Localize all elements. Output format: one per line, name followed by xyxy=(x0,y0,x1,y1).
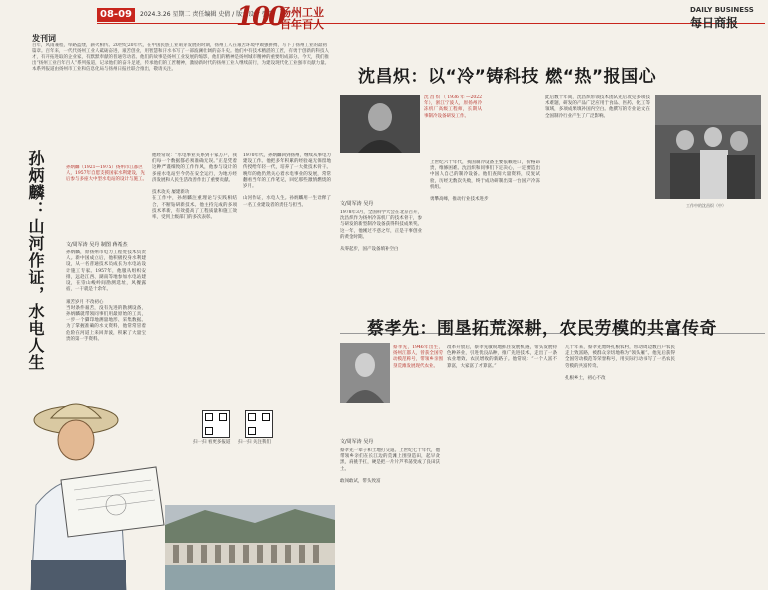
header-meta: 2024.3.26 星期二 责任编辑 史倩 / 版式设计 张蕾 xyxy=(140,11,275,18)
article2-portrait-photo xyxy=(340,95,420,153)
article2-photo-caption: 工作中的沈昌炽（中） xyxy=(686,203,726,208)
article3-person-caption: 蔡孝先，1946年出生，扬州江都人，曾获全国劳动模范称号，带领乡亲围垦荒滩发展现代农业。 xyxy=(393,345,443,369)
article2-column1: 1978年3月，全国科学大会在北京召开，沈昌炽作为扬州冷冻机厂的技术骨干，参与研发的新型制冷设备获得科技成果奖。这一年，他刚过不惑之年，正是干事创业的黄金时期。 从零起步，国产设备填补空白 xyxy=(340,210,422,253)
article2-column3: 此后数十年间，沈昌炽带领技术团队先后攻克多项技术难题，研发的产品广泛应用于食品、医药、化工等领域，多项成果填补国内空白。他撰写的专业论文在全国制冷行业产生了广泛影响。 xyxy=(545,95,650,119)
qr-code-1[interactable] xyxy=(202,410,230,438)
qr-code-1-label: 扫一扫 看更多报道 xyxy=(193,440,231,445)
article3-byline: 文/周军涛 吴丹 xyxy=(340,439,374,445)
article1-column2: 他经常说：“水电事业关系到千家万户，我们每一个数据都必须准确无误。”正是凭着这种严谨细致的工作作风，他参与设计的多座水电站至今仍在安全运行，为地方经济发展和人民生活改善作出了重要贡献。 技术攻关 屡建新功 在工作中，孙炳麟注重理论与实践相结合，不断钻研新技术。他主持完成的多项技术革新，有效提高了工程质量和施工效率，受到上级部门的多次表彰。 xyxy=(152,153,237,221)
article1-caption: 孙炳麟（1921—1975）扬州市江都区人，1957年自愿支援国家水利建设，先后参与多座大中型水电站的设计与施工。 xyxy=(66,165,147,182)
page-number-badge: 08-09 xyxy=(97,8,135,22)
article3-column2: 改革开放后，蔡孝先敏锐地抓住发展机遇，带头发展特色种养业，引进优良品种，推广先进技术，走出了一条农业增效、农民增收的新路子。他常说：“一个人富不算富，大家富了才算富。” xyxy=(447,345,557,369)
article3-portrait-photo xyxy=(340,343,390,403)
section-heading: 发刊词 xyxy=(32,34,56,43)
brand-chinese: 每日商报 xyxy=(690,16,739,30)
header-rule xyxy=(97,23,765,24)
qr-code-2-label: 扫一扫 关注我们 xyxy=(238,440,271,445)
article1-column3: 1970年代，孙炳麟回到扬州，继续从事电力建设工作。他把多年积累的经验毫无保留地传授给年轻一代，培养了一大批技术骨干。晚年的他仍然关心着水电事业的发展，常常翻看当年的工作笔记，回忆那些激情燃烧的岁月。 山河作证，水电人生。孙炳麟用一生诠释了一名工业建设者的责任与担当。 xyxy=(243,153,331,208)
dam-photo xyxy=(165,505,335,590)
logo-line2: 百年百人 xyxy=(280,18,324,31)
article2-byline: 文/周军涛 吴丹 xyxy=(340,201,374,207)
article1-byline: 文/周军涛 吴丹 制图 蒋希杰 xyxy=(66,242,128,248)
portrait-image xyxy=(340,343,390,403)
intro-paragraph: 百年，风雨兼程，筚路蓝缕，薪火相传。20世纪20年代，在中国民族工业萌芽发展的时期，扬州工人在艰苦环境中顽强拼搏，写下了扬州工业的最初篇章。百年来，一代代扬州工业人砥砺奋进，艰苦创业，用智慧和汗水书写了一部波澜壮阔的奋斗史。他们中有技术精湛的工匠，有勇于创新的科技人才，有开拓进取的企业家，有默默奉献的普通劳动者。他们的故事是扬州工业发展的缩影，他们的精神是扬州城市精神的重要组成部分。今天，我们推出“扬州工业百年百人”系列报道，记录他们的奋斗足迹，传承他们的工匠精神，激励新时代的扬州工业人继续前行，为建设现代化工业强市贡献力量。本系列报道由扬州市工业和信息化局与扬州日报社联合推出，敬请关注。 xyxy=(32,43,330,72)
article2-column2: 上世纪六十年代，我国制冷设备主要依赖进口，价格昂贵，维修困难。沈昌炽和同事们下定决心，一定要造出中国人自己的制冷设备。他们查阅大量资料，反复试验，历经无数次失败，终于成功研制出第一台国产冷冻机组。 勇攀高峰，推动行业技术进步 xyxy=(430,160,540,203)
article2-work-photo xyxy=(655,95,761,199)
series-logo xyxy=(236,0,326,32)
article1-headline: 孙炳麟：山河作证，水电人生 xyxy=(26,150,45,371)
logo-number: 100 xyxy=(236,2,285,32)
work-scene-image xyxy=(655,95,761,199)
article3-column3: 几十年来，蔡孝先始终扎根农村，带动周边数百户农民走上致富路，被群众亲切地称为“领头雁”。他先后获得全国劳动模范等荣誉称号，用实际行动书写了一名农民劳模的共富传奇。 扎根乡土，初心不改 xyxy=(565,345,675,382)
article2-headline: 沈昌炽：以“冷”铸科技 燃“热”报国心 xyxy=(358,67,657,87)
man-with-blueprint-illustration xyxy=(6,385,168,590)
brand-english: DAILY BUSINESS xyxy=(690,6,754,14)
article3-column1: 蔡孝先一辈子和土地打交道。上世纪七十年代，他带领乡亲们在长江边的荒滩上围垦造田，起早贪黑，肩挑手扛，硬是把一片片芦苇荡变成了良田沃土。 敢闯敢试，带头致富 xyxy=(340,448,440,485)
portrait-image xyxy=(340,95,420,153)
qr-code-2[interactable] xyxy=(245,410,273,438)
logo-line1: 杨州工业 xyxy=(280,6,324,19)
article2-person-caption: 沈昌炽（1936年—2022年），浙江宁波人，原扬州冷冻机厂高级工程师，长期从事制冷设备研发工作。 xyxy=(424,95,482,119)
article3-headline: 蔡孝先：围垦拓荒深耕，农民劳模的共富传奇 xyxy=(367,319,717,339)
article1-column1: 孙炳麟，原扬州市电力工程处技术负责人。新中国成立后，他积极投身水利建设，从一名普通技术员成长为水电站设计施工专家。1957年，他服从组织安排，远赴江西、湖南等地参加水电站建设，在崇山峻岭间勘测选址，风餐露宿，一干就是十余年。 艰苦岁月 不改初心 当时条件艰苦，没有先进的勘测设备，孙炳麟就带领同事们用最原始的工具，一步一个脚印地测量地形、采集数据。为了掌握准确的水文资料，他常常冒着危险在河道上来回奔波，积累了大量宝贵的第一手资料。 xyxy=(66,250,146,342)
